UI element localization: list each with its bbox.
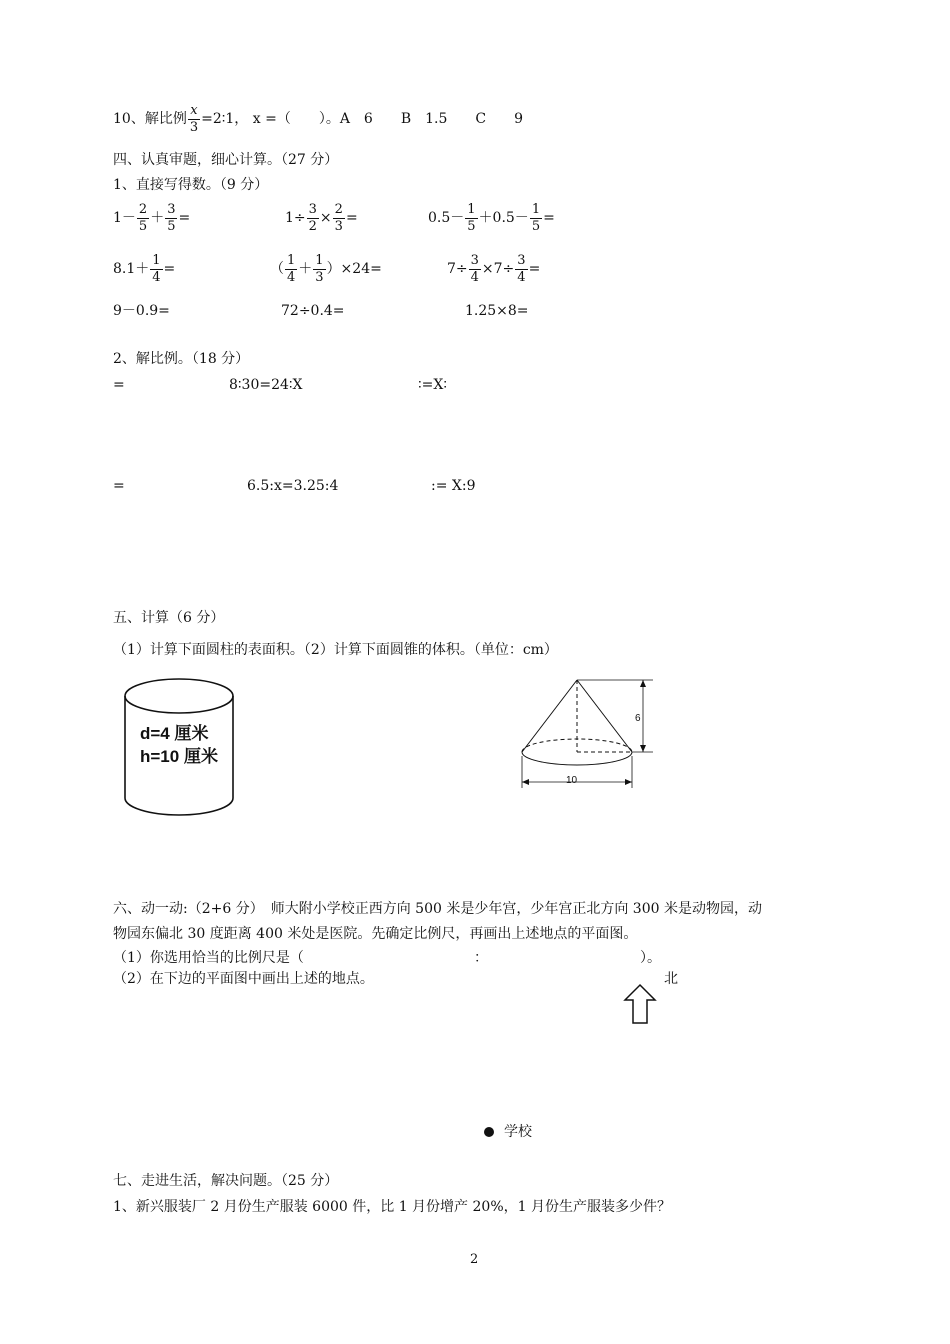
fraction xyxy=(469,254,481,284)
cone-width-arrow-right xyxy=(625,779,632,785)
question-10 xyxy=(113,104,523,134)
fraction xyxy=(515,254,527,284)
scale-colon: ： xyxy=(474,950,488,966)
frac-den: 4 xyxy=(470,269,479,285)
school-dot-icon xyxy=(484,1127,494,1137)
fraction xyxy=(530,203,542,233)
fraction xyxy=(137,203,149,233)
cone-height-arrow-bottom xyxy=(640,745,646,752)
expr-text: = xyxy=(345,210,358,227)
school-label: 学校 xyxy=(504,1124,532,1140)
frac-den: 2 xyxy=(308,218,317,234)
section-4-sub1: 1、直接写得数。（9 分） xyxy=(113,177,269,193)
expr-text: ＋ xyxy=(298,261,313,278)
section-6-line2: 物园东偏北 30 度距离 400 米处是医院。先确定比例尺，再画出上述地点的平面图。 xyxy=(113,926,638,942)
expr-text: = xyxy=(163,261,176,278)
cylinder-diameter: d=4 厘米 xyxy=(140,724,209,743)
expr-text: × xyxy=(319,210,332,227)
calc-r3b: 72÷0.4= xyxy=(281,303,345,319)
q10-rest: =2∶1， x =（ ）。A 6 B 1.5 C 9 xyxy=(201,111,524,128)
frac-den: 5 xyxy=(167,218,176,234)
frac-num: 2 xyxy=(334,202,343,217)
frac-num: 1 xyxy=(531,202,541,217)
frac-num: 3 xyxy=(470,253,479,268)
section-6-q2: （2）在下边的平面图中画出上述的地点。 xyxy=(113,971,374,987)
cone-width-label: 10 xyxy=(566,775,578,786)
calc-r1b xyxy=(285,203,358,233)
frac-den: 5 xyxy=(467,218,476,234)
proportion-2b: 6.5:x=3.25:4 xyxy=(247,478,339,494)
section-7-q1: 1、新兴服装厂 2 月份生产服装 6000 件，比 1 月份增产 20%，1 月份生产服装多少件？ xyxy=(113,1199,671,1215)
section-5-desc: （1）计算下面圆柱的表面积。（2）计算下面圆锥的体积。（单位：cm） xyxy=(113,642,558,658)
frac-num: 1 xyxy=(467,202,476,217)
frac-num: 3 xyxy=(308,202,317,217)
calc-r2b xyxy=(270,254,382,284)
proportion-1c: ∶=X∶ xyxy=(418,377,447,393)
cone-width-arrow-left xyxy=(522,779,529,785)
section-6-q1: （1）你选用恰当的比例尺是（ xyxy=(113,950,304,966)
calc-r1a xyxy=(113,203,190,233)
fraction xyxy=(333,203,345,233)
q10-prefix: 10、解比例 xyxy=(113,111,187,128)
frac-den: 5 xyxy=(531,218,541,234)
calc-r2a xyxy=(113,254,175,284)
expr-text: ×7÷ xyxy=(481,261,515,278)
expr-text: 8.1＋ xyxy=(113,261,150,278)
cone-height-arrow-top xyxy=(640,680,646,687)
expr-text: ＋ xyxy=(150,210,165,227)
q10-frac-den: 3 xyxy=(189,119,199,135)
expr-text: = xyxy=(528,261,541,278)
section-7-title: 七、走进生活，解决问题。（25 分） xyxy=(113,1173,339,1189)
frac-num: 3 xyxy=(167,202,176,217)
expr-text: ＋0.5－ xyxy=(478,210,529,227)
north-arrow-icon xyxy=(623,982,659,1026)
frac-den: 5 xyxy=(138,218,148,234)
frac-num: 1 xyxy=(287,253,296,268)
proportion-1b: 8∶30=24∶X xyxy=(229,377,303,393)
expr-text: = xyxy=(543,210,555,227)
section-4-sub2: 2、解比例。（18 分） xyxy=(113,351,250,367)
cone-height-label: 6 xyxy=(635,713,641,724)
frac-num: 3 xyxy=(517,253,526,268)
fraction xyxy=(307,203,319,233)
frac-den: 4 xyxy=(287,269,296,285)
school-marker xyxy=(484,1125,532,1139)
calc-r2c xyxy=(447,254,540,284)
q10-frac-num: x xyxy=(190,103,198,118)
frac-num: 1 xyxy=(152,253,161,268)
fraction xyxy=(313,254,325,284)
calc-r3a: 9－0.9= xyxy=(113,303,170,319)
expr-text: 1－ xyxy=(113,210,136,227)
expr-text: 0.5－ xyxy=(428,210,465,227)
north-arrow-shape xyxy=(625,985,655,1023)
expr-text: （ xyxy=(270,261,284,278)
cylinder-height: h=10 厘米 xyxy=(140,747,218,766)
page-number: 2 xyxy=(470,1252,479,1267)
section-6-q1-close: ）。 xyxy=(640,950,661,966)
north-label: 北 xyxy=(664,971,678,987)
frac-den: 3 xyxy=(334,218,343,234)
q10-fraction xyxy=(188,104,200,134)
expr-text: 1÷ xyxy=(285,210,306,227)
section-5-title: 五、计算（6 分） xyxy=(113,610,225,626)
section-4-title: 四、认真审题，细心计算。（27 分） xyxy=(113,152,339,168)
fraction xyxy=(150,254,162,284)
cone-figure xyxy=(515,672,660,794)
expr-text: = xyxy=(178,210,191,227)
expr-text: 7÷ xyxy=(447,261,468,278)
cylinder-top xyxy=(125,679,233,713)
frac-num: 1 xyxy=(315,253,324,268)
section-6-line1: 六、动一动:（2+6 分） 师大附小学校正西方向 500 米是少年宫，少年宫正北方向 300 米是动物园，动 xyxy=(113,901,762,917)
frac-den: 3 xyxy=(315,269,324,285)
expr-text: ）×24= xyxy=(326,261,382,278)
proportion-2c: := X:9 xyxy=(431,478,476,494)
proportion-1a: = xyxy=(113,377,125,393)
calc-r3c: 1.25×8= xyxy=(465,303,529,319)
fraction xyxy=(165,203,177,233)
frac-num: 2 xyxy=(138,202,148,217)
fraction xyxy=(285,254,297,284)
fraction xyxy=(465,203,477,233)
frac-den: 4 xyxy=(152,269,161,285)
cylinder-bottom xyxy=(125,798,233,815)
frac-den: 4 xyxy=(517,269,526,285)
cone-base-front xyxy=(522,752,632,765)
calc-r1c xyxy=(428,203,555,233)
proportion-2a: = xyxy=(113,478,125,494)
